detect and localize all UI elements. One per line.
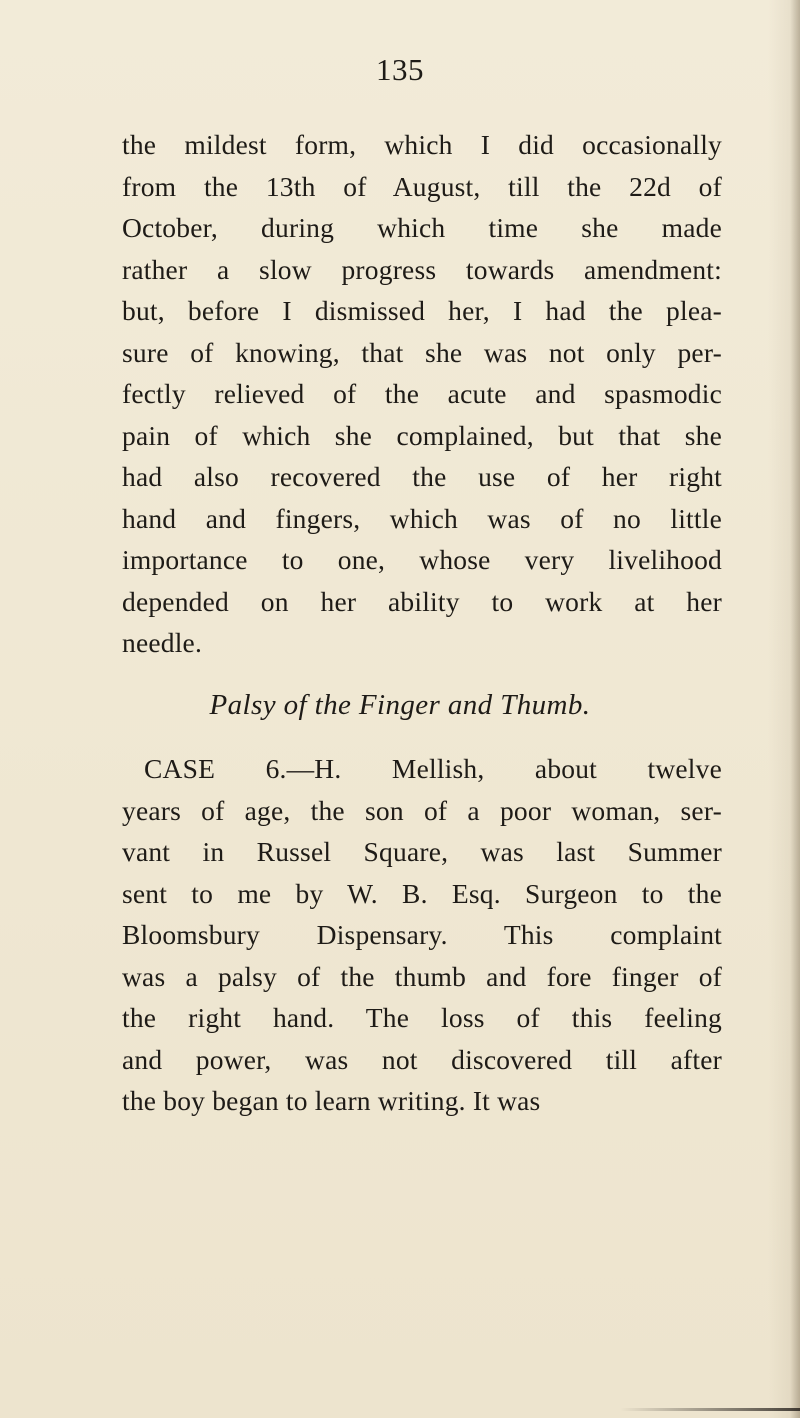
text-line: rather a slow progress towards amendment: bbox=[122, 253, 722, 285]
text-line: fectly relieved of the acute and spasmodic bbox=[122, 378, 722, 409]
text-line: the boy began to learn writing. It was bbox=[122, 1085, 541, 1116]
page-number: 135 bbox=[376, 52, 424, 87]
text-line: the mildest form, which I did occasionally bbox=[122, 129, 722, 160]
section-heading: Palsy of the Finger and Thumb. bbox=[209, 689, 591, 721]
page-edge-shadow bbox=[790, 0, 800, 1418]
text-line: depended on her ability to work at her bbox=[122, 585, 722, 617]
text-line: years of age, the son of a poor woman, ser- bbox=[122, 794, 722, 826]
text-line: had also recovered the use of her right bbox=[122, 461, 722, 492]
text-line: was a palsy of the thumb and fore finger of bbox=[122, 960, 722, 992]
text-line: but, before I dismissed her, I had the plea- bbox=[122, 295, 722, 326]
text-line: needle. bbox=[122, 627, 203, 658]
text-line: the right hand. The loss of this feeling bbox=[122, 1002, 722, 1033]
text-line: hand and fingers, which was of no little bbox=[122, 502, 722, 534]
text-line: pain of which she complained, but that she bbox=[122, 419, 722, 451]
text-line: Bloomsbury Dispensary. This complaint bbox=[122, 919, 722, 950]
text-line: and power, was not discovered till after bbox=[122, 1043, 722, 1075]
text-line: importance to one, whose very livelihood bbox=[122, 544, 722, 575]
paragraph-continued bbox=[122, 124, 722, 664]
text-line: sent to me by W. B. Esq. Surgeon to the bbox=[122, 877, 722, 909]
paragraph-case-6 bbox=[122, 748, 722, 1122]
text-line: sure of knowing, that she was not only per- bbox=[122, 336, 722, 368]
text-line: October, during which time she made bbox=[122, 212, 722, 243]
text-line: from the 13th of August, till the 22d of bbox=[122, 170, 722, 202]
page-bottom-edge bbox=[620, 1408, 800, 1411]
text-line: vant in Russel Square, was last Summer bbox=[122, 836, 722, 867]
text-line: CASE 6.—H. Mellish, about twelve bbox=[144, 753, 722, 784]
